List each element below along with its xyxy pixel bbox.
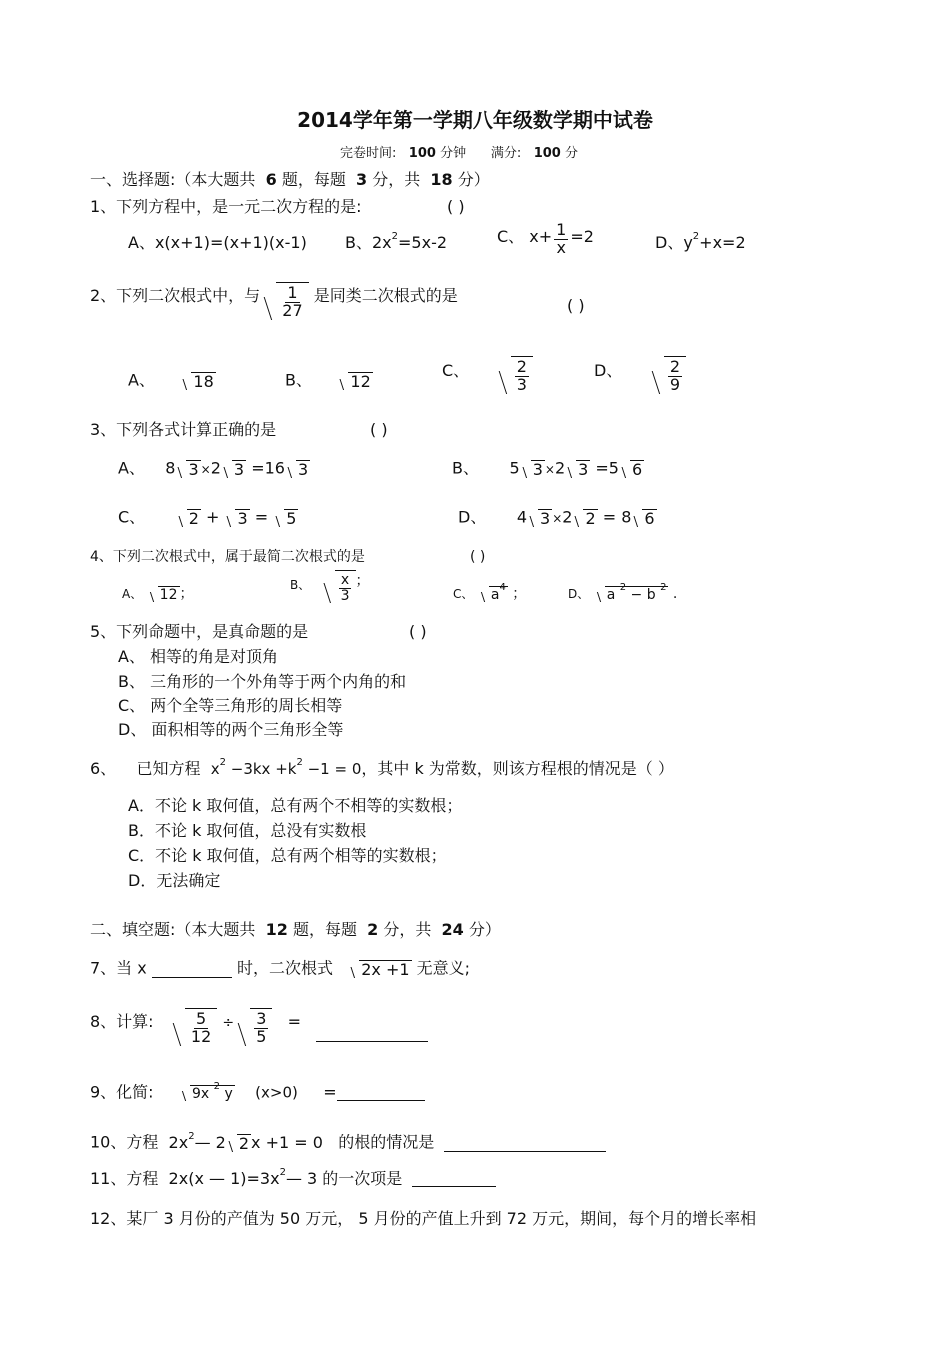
q7 [90,960,470,978]
q3-c-sqrt3: 5 [273,509,298,527]
q1-option-c [497,222,594,257]
q6-equation: $x^2 -3kx +k^2 -1 = 0$ [210,757,362,778]
q3-a-sqrt3: 3 [285,460,310,478]
score-unit: 分 [564,146,578,161]
q2-paren: ( ) [567,296,585,315]
q8-sqrt-a [174,1008,217,1046]
section1-points: 3 [356,170,368,189]
q6-num: 6、 [90,759,117,778]
q3-d-sqrt2: 2 [572,509,597,527]
section1-heading [90,172,490,188]
q5-option-a: A、 相等的角是对顶角 [118,647,279,666]
q7-sqrt [348,960,411,978]
q4-a-sqrt [147,586,180,602]
score-value: 100 [533,146,561,161]
q11 [90,1167,496,1188]
section2-heading [90,922,501,938]
q1-d-sup: 2 [692,231,700,242]
q11-post: 的一次项是 [322,1169,403,1188]
q3-a-sqrt2: 3 [221,460,246,478]
q2-b-rad: 12 [350,372,371,391]
q1-stem: 1、下列方程中，是一元二次方程的是: [90,197,362,216]
q6-option-d: D．无法确定 [128,871,221,890]
exam-info [340,147,578,160]
q4-b-sqrt [324,570,356,603]
q3-d-sqrt1: 3 [527,509,552,527]
q5-stem: 5、下列命题中，是真命题的是 [90,622,309,641]
q2-c-den: 3 [516,374,527,394]
section2-heading-pre: 二、填空题:（本大题共 [90,920,256,939]
q11-answer-blank[interactable] [412,1170,496,1187]
q9-pre: 9、化简: [90,1082,154,1102]
section1-mid1: 题，每题 [281,170,346,189]
q6-option-a: A．不论 k 取何值，总有两个不相等的实数根； [128,796,463,815]
q2-frac-num: 1 [287,283,298,302]
q5-option-d: D、 面积相等的两个三角形全等 [118,720,344,739]
q6-option-c: C．不论 k 取何值，总有两个相等的实数根； [128,846,447,865]
q4-c-sqrt: $a^4$ [478,586,508,602]
q3-option-d: D、 4 3 ×2 2 = 8 6 [458,507,655,528]
q3-option-a: A、 8 3 ×2 3 =16 3 [118,458,309,479]
q1-option-a: A、x(x+1)=(x+1)(x-1) [128,233,307,252]
q8-b-den: 5 [256,1026,267,1046]
q3-paren: ( ) [370,420,388,439]
q1-c-num: 1 [556,220,567,239]
q4-option-b [290,570,370,603]
q2-b-label: B、 [285,370,312,390]
q5-option-c: C、 两个全等三角形的周长相等 [118,696,343,715]
q1-option-d [655,231,746,252]
q5-paren: ( ) [409,622,427,641]
q1-b-post: =5x-2 [398,233,448,252]
q7-answer-blank[interactable] [152,961,232,978]
q3-b-sqrt2: 3 [565,460,590,478]
q8 [90,1008,428,1046]
section1-end: 分） [457,170,490,189]
q2-frac-den: 27 [282,300,303,320]
time-value: 100 [408,146,436,161]
q4-b-label: B、 [290,577,311,592]
q4-d-sqrt: a $^2$ − b $^2$ [594,586,669,602]
q3-c-sqrt1: 2 [176,509,201,527]
q2-option-b [285,372,373,390]
q1-c-post: =2 [570,226,594,246]
q4-option-c [453,582,527,603]
q4-option-d [568,582,678,603]
q2-a-sqrt [180,372,215,390]
q2-stem-post: 是同类二次根式的是 [313,286,458,306]
q3-option-b: B、 5 3 ×2 3 =5 6 [452,458,643,479]
q10-answer-blank[interactable] [444,1135,606,1152]
q2-a-rad: 18 [193,372,214,391]
q8-pre: 8、计算: [90,1012,154,1032]
q5-option-b: B、 三角形的一个外角等于两个内角的和 [118,672,407,691]
q2-option-d [594,356,686,394]
q4-d-label: D、 [568,587,590,601]
q2-sqrt [265,282,308,320]
section1-count: 6 [265,170,277,189]
q1-c-den: x [556,237,566,257]
q3-d-label: D、 [458,507,487,527]
q8-answer-blank[interactable] [316,1025,428,1042]
q4-c-label: C、 [453,587,474,601]
q2-d-label: D、 [594,361,623,381]
q6-stem-post: ，其中 k 为常数，则该方程根的情况是（ ） [361,759,674,778]
section2-count: 12 [265,920,288,939]
q8-eq: = [287,1012,302,1032]
q9-eq: = [323,1082,337,1102]
q8-op: ÷ [222,1015,235,1032]
q3-a-sqrt1: 3 [175,460,200,478]
q10-post: 的根的情况是 [338,1132,435,1152]
q1-c-pre: C、 x+ [497,226,553,246]
q8-a-num: 5 [196,1009,207,1028]
q4-a-label: A、 [122,587,143,601]
q3-stem: 3、下列各式计算正确的是 [90,420,277,439]
q11-pre: 11、方程 [90,1169,159,1188]
q4-b-num: x [340,572,350,588]
q7-post: 无意义; [416,958,471,978]
section2-mid1: 题，每题 [292,920,357,939]
q1-b-pre: B、2x [345,233,392,252]
page-title: 2014学年第一学期八年级数学期中试卷 [297,108,653,132]
q4-c-semi: ； [512,586,527,602]
section1-total: 18 [430,170,453,189]
section1-heading-pre: 一、选择题:（本大题共 [90,170,256,189]
q3-a-label: A、 [118,458,145,478]
q8-a-den: 12 [190,1026,212,1046]
q1-d-post: +x=2 [699,233,746,252]
q2-option-a [128,372,216,390]
q4-b-den: 3 [340,587,350,604]
q7-mid: 时，二次根式 [236,958,333,978]
section1-mid2: 分，共 [372,170,421,189]
q6-stem-pre: 已知方程 [136,759,201,778]
q9 [90,1081,425,1102]
time-label: 完卷时间: [340,146,397,161]
q2-d-den: 9 [669,374,681,394]
q4-paren: ( ) [470,549,486,565]
q3-b-sqrt3: 6 [619,460,644,478]
q2-b-sqrt [337,372,372,390]
q2-d-sqrt [653,356,686,394]
q2-c-num: 2 [516,357,527,376]
q3-b-label: B、 [452,458,479,478]
q3-d-sqrt3: 6 [631,509,656,527]
q12: 12、某厂 3 月份的产值为 50 万元， 5 月份的产值上升到 72 万元，期间，每个月的增长率相 [90,1209,757,1228]
q10 [90,1130,606,1153]
q11-equation: 2x(x — $1)=3x^2—$ 3 [168,1167,318,1188]
q4-a-semi: ； [179,586,194,602]
section2-mid2: 分，共 [383,920,432,939]
q4-b-semi: ； [355,572,370,589]
q2-c-sqrt [500,356,533,394]
q6-stem [90,757,674,778]
q2-option-c [442,356,533,394]
q10-pre: 10、方程 [90,1132,159,1152]
q3-c-sqrt2: 3 [224,509,249,527]
q4-stem: 4、下列二次根式中，属于最简二次根式的是 [90,549,365,565]
q1-b-sup: 2 [391,231,399,242]
section2-total: 24 [441,920,464,939]
q3-b-sqrt1: 3 [520,460,545,478]
q9-cond: (x>0) [255,1083,298,1102]
q3-c-label: C、 [118,507,146,527]
q1-option-b [345,231,448,252]
q6-option-b: B．不论 k 取何值，总没有实数根 [128,821,367,840]
time-unit: 分钟 [440,146,467,161]
q7-rad: 2x +1 [361,960,410,979]
q2-d-num: 2 [669,357,681,376]
q9-sqrt: 9x $^2$ y [179,1085,235,1101]
section2-end: 分） [468,920,501,939]
q10-sqrt: 2 [226,1134,251,1152]
q3-option-c: C、 2 + 3 = 5 [118,507,297,528]
q1-d-pre: D、y [655,233,693,252]
section2-points: 2 [367,920,379,939]
q1-paren: ( ) [447,197,465,216]
q4-d-period: . [672,586,678,602]
q2-a-label: A、 [128,370,155,390]
q2-stem [90,282,458,320]
q4-option-a [122,586,194,602]
q2-stem-pre: 2、下列二次根式中，与 [90,286,261,306]
score-label: 满分: [490,146,522,161]
q1-c-fraction [554,222,568,257]
q10-equation: $2x^2—$ 2 2 x +1 = 0 [168,1130,323,1153]
q7-pre: 7、当 x [90,958,147,978]
q2-c-label: C、 [442,361,470,381]
q8-sqrt-b [239,1008,272,1046]
q8-b-num: 3 [256,1009,267,1028]
q9-answer-blank[interactable] [337,1084,425,1101]
q4-a-rad: 12 [159,587,178,603]
